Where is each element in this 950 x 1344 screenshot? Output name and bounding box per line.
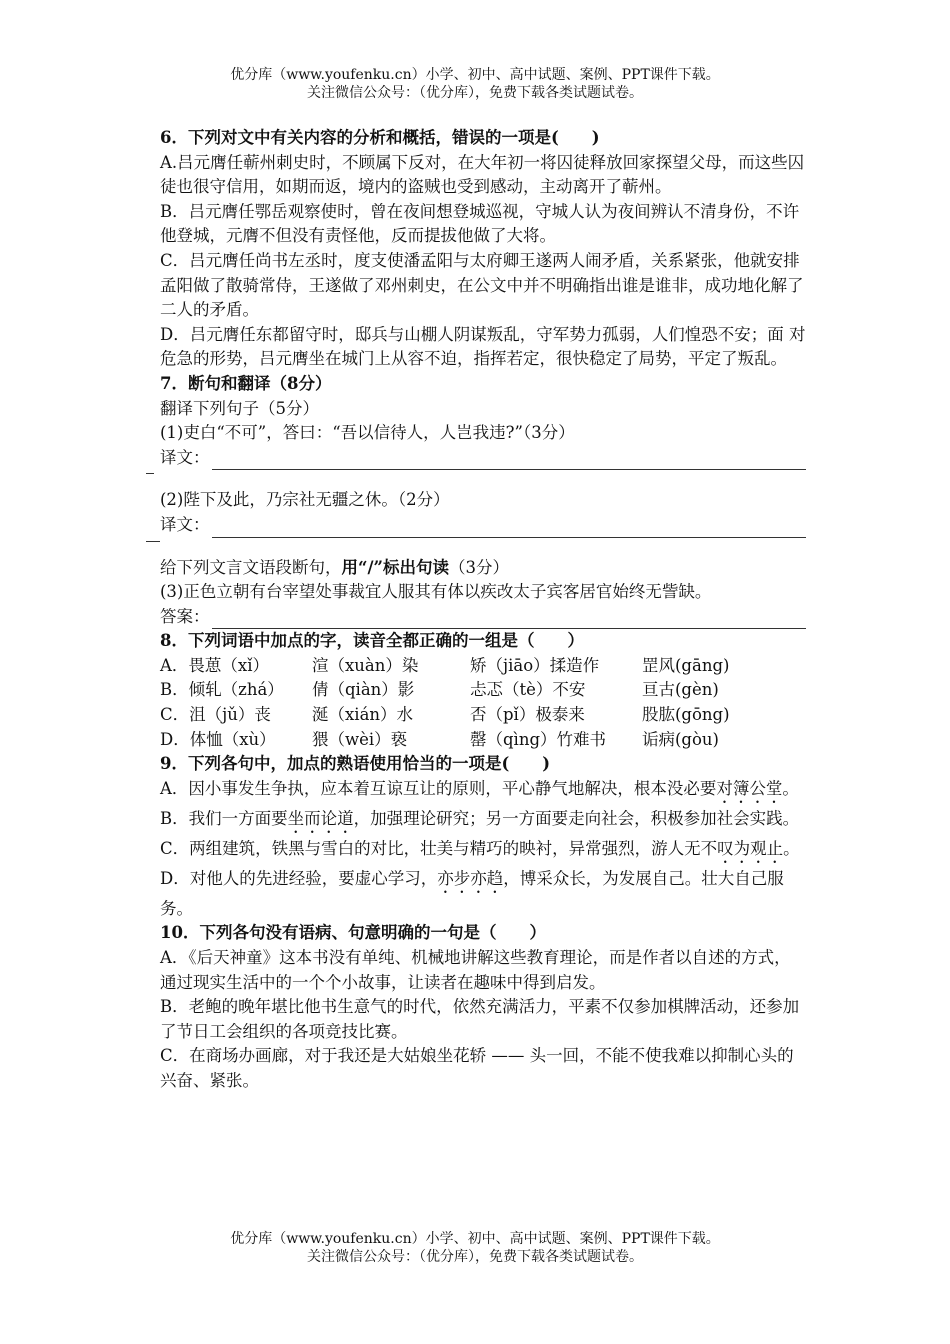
q8-word: 诟病(gòu)	[642, 729, 719, 749]
option-text: B．我们一方面要	[160, 808, 288, 828]
q8-word: 股肱(gōng)	[642, 705, 730, 725]
q9-option-b	[146, 807, 806, 837]
q7-sub-instruction: 翻译下列句子（5分）	[160, 398, 319, 418]
q7-punctuation-instruction	[146, 556, 806, 581]
q7-answer-line-3[interactable]	[146, 605, 806, 630]
option-text: 。	[783, 838, 800, 858]
q8-word: 倩（qiàn）影	[312, 680, 415, 700]
dotted-idiom: 亦步亦趋	[437, 868, 504, 888]
translation-label: 译文：	[160, 514, 210, 534]
line-continuation-mark	[146, 538, 806, 556]
q9-stem: 9．下列各句中，加点的熟语使用恰当的一项是( )	[160, 754, 551, 774]
q10-option-c: C．在商场办画廊，对于我还是大姑娘坐花轿 —— 头一回，不能不使我难以抑制心头的兴奋、紧张。	[160, 1046, 794, 1090]
q6-option-b: B．吕元膺任鄂岳观察使时，曾在夜间想登城巡视，守城人认为夜间辨认不清身份，不许他登城，元膺不但没有责怪他，反而提拔他做了大将。	[160, 201, 800, 246]
option-text: ，加强理论研究；另一方面要走向社会，积极参加社会实践。	[353, 808, 800, 828]
q6-option-d: D．吕元膺任东都留守时，邸兵与山棚人阴谋叛乱，守军势力孤弱，人们惶恐不安；面 对危急的形势，吕元膺坐在城门上从容不迫，指挥若定，很快稳定了局势，平定了叛乱。	[160, 324, 806, 369]
q7-answer-line-2[interactable]	[146, 513, 806, 538]
q7-sentence-1: (1)吏白“不可”，答曰：“吾以信待人，人岂我违?”（3分）	[160, 423, 575, 443]
q8-word: 渲（xuàn）染	[312, 655, 419, 675]
instruction-points: （3分）	[449, 557, 510, 577]
q6-option-a: A.吕元膺任蕲州刺史时，不顾属下反对，在大年初一将囚徒释放回家探望父母，而这些囚徒也很守信用，如期而返，境内的盗贼也受到感动，主动离开了蕲州。	[160, 152, 805, 197]
q8-word: C．沮（jǔ）丧	[160, 705, 271, 725]
q8-word: 否（pǐ）极泰来	[470, 705, 585, 725]
option-text: A．因小事发生争执，应本着互谅互让的原则，平心静气地解决，根本没必要	[160, 778, 717, 798]
footer-line-2: 关注微信公众号：（优分库），免费下载各类试题试卷。	[307, 1249, 643, 1265]
option-text: D．对他人的先进经验，要虚心学习，	[160, 868, 438, 888]
exam-content	[146, 126, 806, 1094]
instruction-text: 给下列文言文语段断句，	[160, 557, 342, 577]
option-text: ，博采众长，为发展自己。壮大自己服务。	[160, 868, 784, 918]
q8-option-row	[146, 728, 806, 753]
q9-option-d	[146, 867, 806, 922]
line-continuation-mark	[146, 470, 806, 488]
option-text: C．两组建筑，铁黑与雪白的对比，壮美与精巧的映衬，异常强烈，游人无不	[160, 838, 718, 858]
q8-stem: 8．下列词语中加点的字，读音全都正确的一组是（ ）	[160, 631, 584, 651]
page-footer	[0, 1230, 950, 1266]
q8-option-row	[146, 678, 806, 703]
q10-stem: 10．下列各句没有语病、句意明确的一句是（ ）	[160, 923, 546, 943]
q7-sentence-2: (2)陛下及此，乃宗社无疆之休。（2分）	[160, 490, 450, 510]
answer-blank[interactable]	[212, 522, 807, 538]
q10-option-b: B．老鲍的晚年堪比他书生意气的时代，依然充满活力，平素不仅参加棋牌活动，还参加了节日工会组织的各项竞技比赛。	[160, 997, 800, 1041]
q7-sentence-3: (3)正色立朝有台宰望处事裁宜人服其有体以疾改太子宾客居官始终无訾缺。	[160, 582, 712, 602]
q8-word: 涎（xián）水	[312, 705, 414, 725]
q10-option-a: A．《后天神童》这本书没有单纯、机械地讲解这些教育理论，而是作者以自述的方式，通过现实生活中的一个个小故事，让读者在趣味中得到启发。	[160, 948, 791, 992]
instruction-bold: 用“/”标出句读	[341, 557, 450, 577]
dotted-idiom: 对簿公堂	[716, 778, 783, 798]
q8-word: B．倾轧（zhá）	[160, 680, 284, 700]
q9-option-c	[146, 837, 806, 867]
page-header	[0, 66, 950, 102]
footer-line-1: 优分库（www.youfenku.cn）小学、初中、高中试题、案例、PPT课件下载。	[230, 1231, 720, 1247]
q7-stem: 7．断句和翻译（8分）	[160, 373, 332, 393]
header-line-1: 优分库（www.youfenku.cn）小学、初中、高中试题、案例、PPT课件下载。	[230, 67, 720, 83]
q6-stem: 6．下列对文中有关内容的分析和概括，错误的一项是( )	[160, 128, 600, 147]
q8-word: 罡风(gāng)	[642, 655, 730, 675]
q8-word: A．畏葸（xǐ）	[160, 655, 269, 675]
dotted-idiom: 叹为观止	[717, 838, 784, 858]
q8-word: D．体恤（xù）	[160, 729, 276, 749]
answer-blank[interactable]	[212, 454, 807, 470]
answer-blank[interactable]	[212, 613, 807, 629]
q8-option-row	[146, 654, 806, 679]
dotted-idiom: 坐而论道	[287, 808, 354, 828]
translation-label: 译文：	[160, 447, 210, 467]
q8-word: 矫（jiāo）揉造作	[470, 655, 600, 675]
q9-option-a	[146, 777, 806, 807]
q8-word: 亘古(gèn)	[642, 680, 719, 700]
option-text: 。	[782, 778, 799, 798]
q8-word: 猥（wèi）亵	[312, 729, 408, 749]
header-line-2: 关注微信公众号：（优分库），免费下载各类试题试卷。	[307, 85, 643, 101]
q8-option-row	[146, 703, 806, 728]
q6-option-c: C．吕元膺任尚书左丞时，度支使潘孟阳与太府卿王遂两人闹矛盾，关系紧张，他就安排孟阳做了散骑常侍，王遂做了邓州刺史，在公文中并不明确指出谁是谁非，成功地化解了二人的矛盾。	[160, 250, 804, 320]
answer-label: 答案：	[160, 606, 210, 626]
q8-word: 罄（qìng）竹难书	[470, 729, 607, 749]
q7-answer-line-1[interactable]	[146, 446, 806, 471]
q8-word: 忐忑（tè）不安	[470, 680, 586, 700]
